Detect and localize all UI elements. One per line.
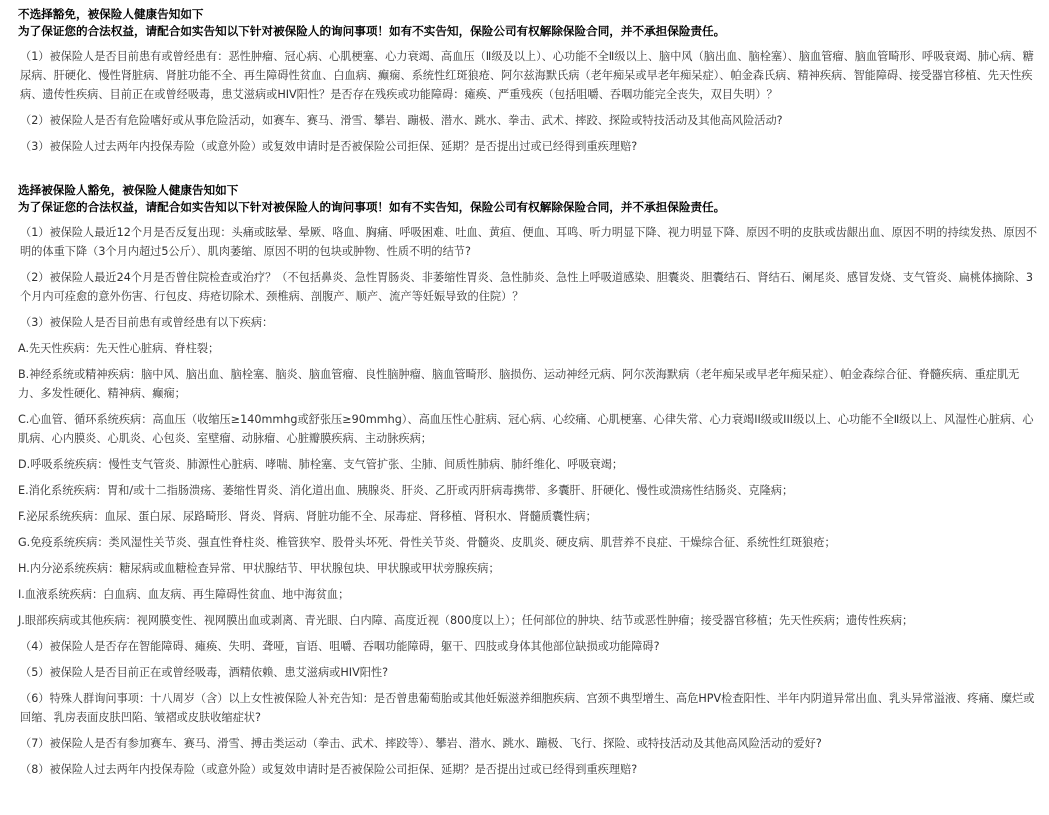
question-item: （5）被保险人是否目前正在或曾经吸毒，酒精依赖、患艾滋病或HIV阳性? (20, 666, 389, 679)
question-item: （2）被保险人最近24个月是否曾住院检查或治疗？（不包括鼻炎、急性胃肠炎、非萎缩性胃炎、急性肺炎、急性上呼吸道感染、胆囊炎、胆囊结石、肾结石、阑尾炎、感冒发烧、支气管炎、扁桃体摘除、3个月内可痊愈的意外伤害、行包皮、痔疮切除术、颈椎病、剖腹产、顺产、流产等妊娠导致的住院）？ (20, 271, 1033, 303)
section-title: 选择被保险人豁免，被保险人健康告知如下 (18, 183, 239, 197)
disease-category: C.心血管、循环系统疾病：高血压（收缩压≥140mmhg或舒张压≥90mmhg）、高血压性心脏病、冠心病、心绞痛、心肌梗塞、心律失常、心力衰竭II级或III级以上、心功能不全Ⅱ级以上、风湿性心脏病、心肌病、心内膜炎、心肌炎、心包炎、室壁瘤、动脉瘤、心脏瓣膜疾病、主动脉疾病； (18, 413, 1034, 445)
section-title: 不选择豁免，被保险人健康告知如下 (18, 7, 204, 21)
disease-category: D.呼吸系统疾病：慢性支气管炎、肺源性心脏病、哮喘、肺栓塞、支气管扩张、尘肺、间质性肺病、肺纤维化、呼吸衰竭； (18, 458, 624, 471)
question-item: （1）被保险人是否目前患有或曾经患有：恶性肿瘤、冠心病、心肌梗塞、心力衰竭、高血压（Ⅱ级及以上）、心功能不全Ⅱ级以上、脑中风（脑出血、脑栓塞）、脑血管瘤、脑血管畸形、呼吸衰竭、肺心病、糖尿病、肝硬化、慢性肾脏病、肾脏功能不全、再生障碍性贫血、白血病、癫痫、系统性红斑狼疮、阿尔兹海默氏病（老年痴呆或早老年痴呆症）、帕金森氏病、精神疾病、智能障碍、接受器官移植、先天性疾病、遗传性疾病、目前正在或曾经吸毒，患艾滋病或HIV阳性？是否存在残疾或功能障碍：瘫痪、严重残疾（包括咀嚼、吞咽功能完全丧失，双目失明）？ (20, 50, 1034, 101)
health-disclosure-page (0, 6, 1049, 815)
disease-category: F.泌尿系统疾病：血尿、蛋白尿、尿路畸形、肾炎、肾病、肾脏功能不全、尿毒症、肾移植、肾积水、肾髓质囊性病； (18, 510, 597, 523)
disease-category: H.内分泌系统疾病：糖尿病或血糖检查异常、甲状腺结节、甲状腺包块、甲状腺或甲状旁腺疾病； (18, 562, 500, 575)
section-no-waiver (18, 6, 1039, 156)
question-item: （7）被保险人是否有参加赛车、赛马、滑雪、搏击类运动（拳击、武术、摔跤等）、攀岩、潜水、跳水、蹦极、飞行、探险、或特技活动及其他高风险活动的爱好? (20, 737, 822, 750)
disease-category: J.眼部疾病或其他疾病：视网膜变性、视网膜出血或剥离、青光眼、白内障、高度近视（800度以上）；任何部位的肿块、结节或恶性肿瘤；接受器官移植；先天性疾病；遗传性疾病； (18, 614, 914, 627)
question-item: （1）被保险人最近12个月是否反复出现：头痛或眩晕、晕厥、咯血、胸痛、呼吸困难、吐血、黄疸、便血、耳鸣、听力明显下降、视力明显下降、原因不明的皮肤或齿龈出血、原因不明的持续发热、原因不明的体重下降（3个月内超过5公斤）、肌肉萎缩、原因不明的包块或肿物、性质不明的结节? (20, 226, 1038, 258)
disease-category: G.免疫系统疾病：类风湿性关节炎、强直性脊柱炎、椎管狭窄、股骨头坏死、骨性关节炎、骨髓炎、皮肌炎、硬皮病、肌营养不良症、干燥综合征、系统性红斑狼疮； (18, 536, 836, 549)
question-item: （6）特殊人群询问事项：十八周岁（含）以上女性被保险人补充告知：是否曾患葡萄胎或其他妊娠滋养细胞疾病、宫颈不典型增生、高危HPV检查阳性、半年内阴道异常出血、乳头异常溢液、疼痛、糜烂或回缩、乳房表面皮肤凹陷、皱褶或皮肤收缩症状? (20, 692, 1035, 724)
section-insured-waiver (18, 182, 1039, 779)
question-item: （8）被保险人过去两年内投保寿险（或意外险）或复效申请时是否被保险公司拒保、延期？是否提出过或已经得到重疾理赔? (20, 763, 638, 776)
disease-category: E.消化系统疾病：胃和/或十二指肠溃疡、萎缩性胃炎、消化道出血、胰腺炎、肝炎、乙肝或丙肝病毒携带、多囊肝、肝硬化、慢性或溃疡性结肠炎、克隆病； (18, 484, 794, 497)
disclosure-notice: 为了保证您的合法权益，请配合如实告知以下针对被保险人的询问事项！如有不实告知，保险公司有权解除保险合同，并不承担保险责任。 (18, 200, 726, 214)
disease-category: A.先天性疾病：先天性心脏病、脊柱裂； (18, 342, 220, 355)
disclosure-notice: 为了保证您的合法权益，请配合如实告知以下针对被保险人的询问事项！如有不实告知，保险公司有权解除保险合同，并不承担保险责任。 (18, 24, 726, 38)
disease-category: I.血液系统疾病：白血病、血友病、再生障碍性贫血、地中海贫血； (18, 588, 350, 601)
question-item: （2）被保险人是否有危险嗜好或从事危险活动，如赛车、赛马、滑雪、攀岩、蹦极、潜水、跳水、拳击、武术、摔跤、探险或特技活动及其他高风险活动? (20, 114, 783, 127)
question-item: （3）被保险人过去两年内投保寿险（或意外险）或复效申请时是否被保险公司拒保、延期？是否提出过或已经得到重疾理赔? (20, 140, 638, 153)
question-item: （3）被保险人是否目前患有或曾经患有以下疾病： (20, 316, 274, 329)
disease-category: B.神经系统或精神疾病：脑中风、脑出血、脑栓塞、脑炎、脑血管瘤、良性脑肿瘤、脑血管畸形、脑损伤、运动神经元病、阿尔茨海默病（老年痴呆或早老年痴呆症）、帕金森综合征、脊髓疾病、重症肌无力、多发性硬化、精神病、癫痫； (18, 368, 1020, 400)
question-item: （4）被保险人是否存在智能障碍、瘫痪、失明、聋哑，盲语、咀嚼、吞咽功能障碍，躯干、四肢或身体其他部位缺损或功能障碍? (20, 640, 660, 653)
